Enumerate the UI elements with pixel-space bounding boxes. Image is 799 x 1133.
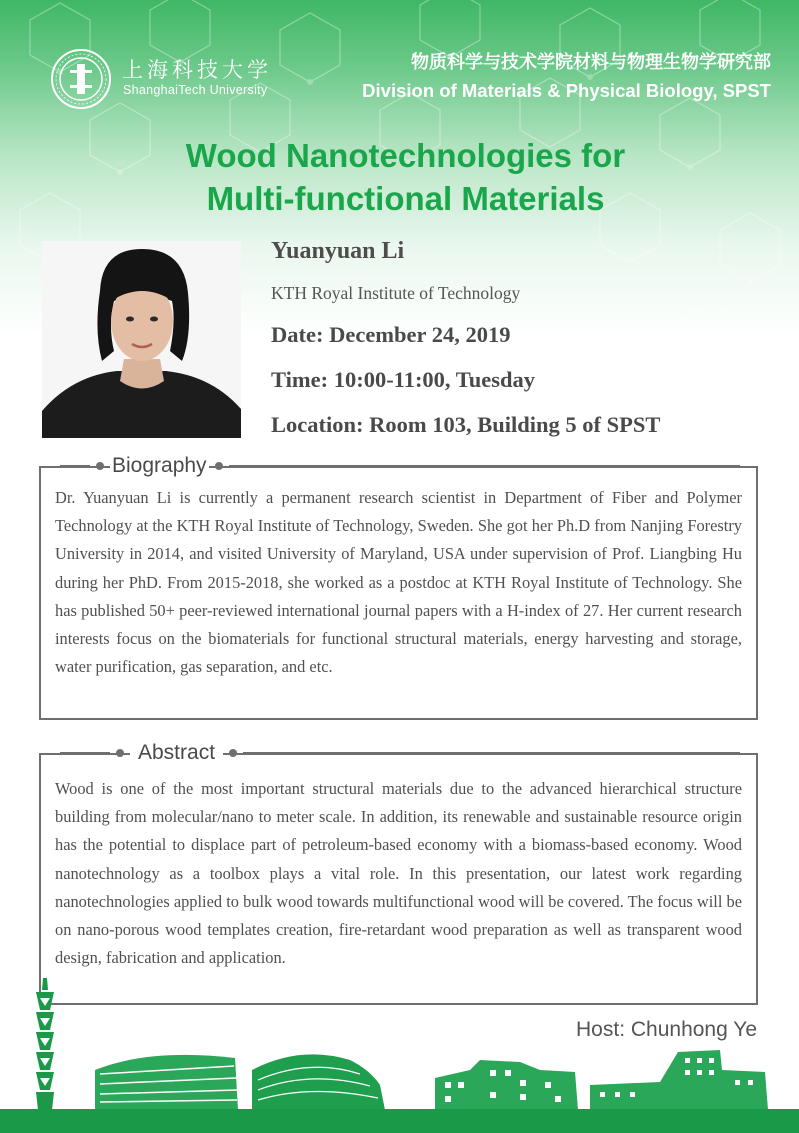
biography-text: Dr. Yuanyuan Li is currently a permanent research scientist in Department of Fiber and Polymer Technology at the KTH Royal Institute of Technology, Sweden. She got her Ph.D from Nanjing Forestry University in 2014, and visited University of Maryland, USA under supervision of Prof. Liangbing Hu during her PhD. From 2015-2018, she worked as a postdoc at KTH Royal Institute of Technology. She has published 50+ peer-reviewed international journal papers with a H-index of 27. Her current research interests focus on the biomaterials for functional structural materials, energy harvesting and storage, water purification, gas separation, and etc. — [55, 488, 742, 677]
biography-box — [39, 466, 758, 720]
host-name: Host: Chunhong Ye — [576, 1018, 757, 1041]
abstract-header — [60, 741, 740, 765]
division-name-cn: 物质科学与技术学院材料与物理生物学研究部 — [411, 52, 771, 73]
university-logo — [50, 48, 112, 110]
division-name-en: Division of Materials & Physical Biology, SPST — [362, 80, 771, 101]
speaker-name: Yuanyuan Li — [271, 238, 405, 264]
bottom-bar — [0, 1109, 799, 1133]
biography-header — [60, 454, 740, 478]
talk-time: Time: 10:00-11:00, Tuesday — [271, 367, 535, 392]
talk-title-line2: Multi-functional Materials — [206, 180, 605, 217]
speaker-affiliation: KTH Royal Institute of Technology — [271, 283, 521, 303]
talk-date: Date: December 24, 2019 — [271, 322, 511, 347]
university-name-cn: 上海科技大学 — [122, 58, 272, 82]
speaker-photo — [42, 241, 241, 438]
talk-title — [0, 134, 799, 220]
university-name-en: ShanghaiTech University — [123, 83, 268, 97]
talk-title-line1: Wood Nanotechnologies for — [185, 137, 626, 174]
biography-label: Biography — [112, 454, 207, 477]
abstract-box — [39, 753, 758, 1005]
abstract-label: Abstract — [130, 741, 223, 765]
campus-buildings-illustration — [0, 970, 799, 1115]
abstract-text: Wood is one of the most important structural materials due to the advanced hierarchical structure building from molecular/nano to meter scale. In addition, its renewable and sustainable resource origin has the potential to displace part of petroleum-based economy with a biomass-based economy. Wood nanotechnology as a toolbox plays a vital role. In this presentation, our latest work regarding nanotechnologies applied to bulk wood towards multifunctional wood will be covered. The focus will be on nano-porous wood templates creation, fire-retardant wood preparation as well as transparent wood design, fabrication and application. — [55, 779, 742, 968]
talk-location: Location: Room 103, Building 5 of SPST — [271, 412, 661, 437]
